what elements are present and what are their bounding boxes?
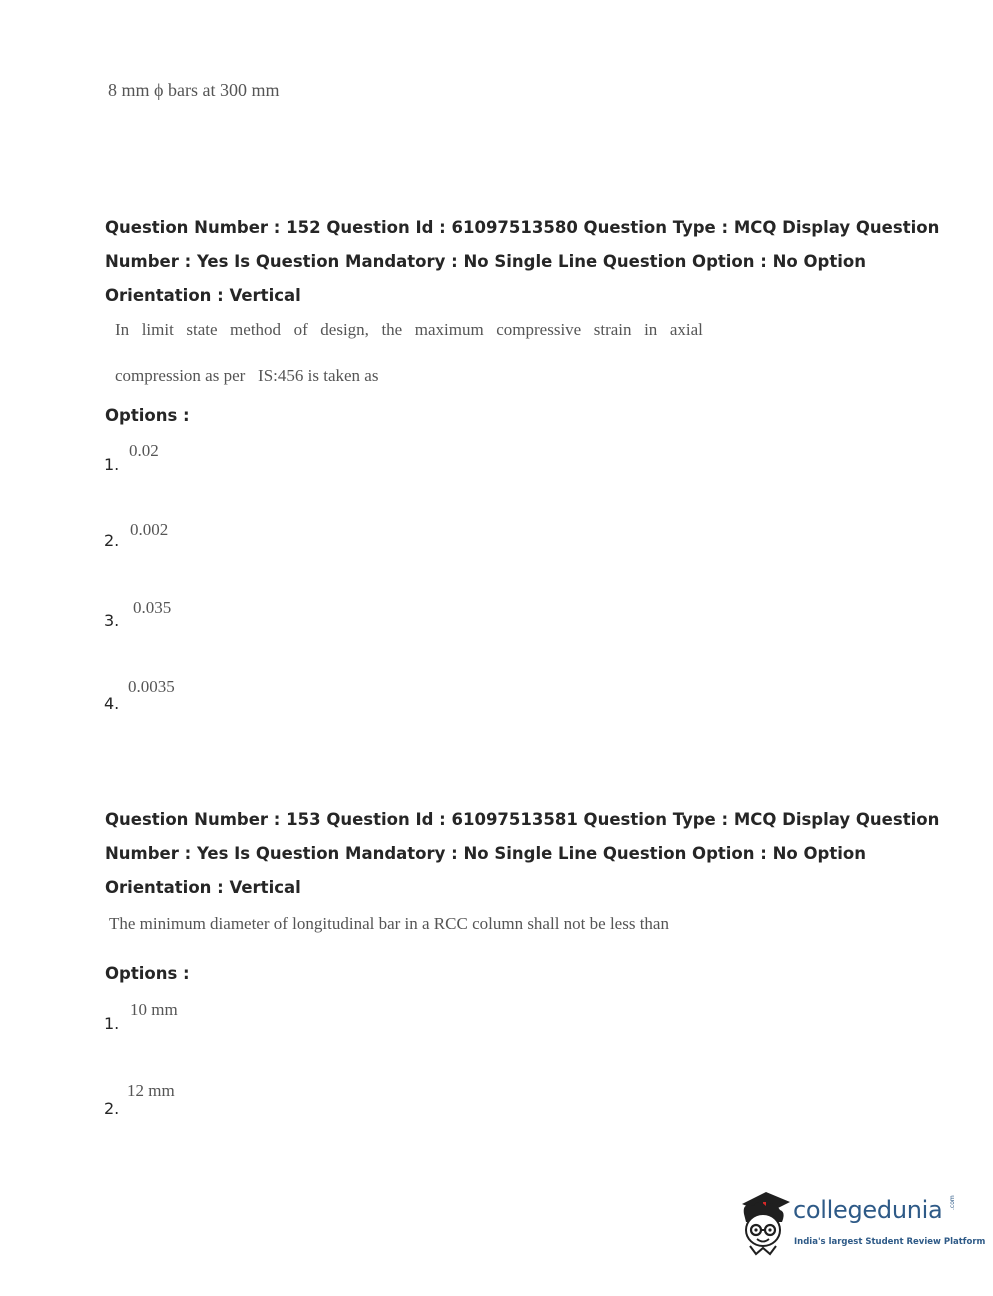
logo-wordmark: collegedunia — [793, 1196, 943, 1224]
option-value: 12 mm — [127, 1081, 175, 1100]
word: the — [381, 320, 403, 339]
word: In — [115, 320, 130, 339]
previous-question-fragment: 8 mm ϕ bars at 300 mm — [108, 80, 280, 100]
option-number: 1. — [104, 455, 120, 474]
question-152-text-line-2: compression as per IS:456 is taken as — [115, 366, 379, 385]
option-value: 0.002 — [130, 520, 169, 539]
word: method — [230, 320, 282, 339]
word: in — [644, 320, 658, 339]
option-value: 0.0035 — [128, 677, 175, 696]
option-number: 4. — [104, 694, 120, 713]
option-value: 0.02 — [129, 441, 159, 460]
question-152-metadata — [105, 211, 940, 313]
option-number: 2. — [104, 1099, 120, 1118]
question-meta-line: Number : Yes Is Question Mandatory : No Single Line Question Option : No Option — [105, 252, 866, 271]
word: design, — [320, 320, 369, 339]
word: axial — [669, 320, 703, 339]
question-153-metadata — [105, 803, 940, 905]
question-meta-line: Orientation : Vertical — [105, 878, 301, 897]
question-153-options-label: Options : — [105, 964, 190, 983]
option-value: 10 mm — [130, 1000, 178, 1019]
question-meta-line: Orientation : Vertical — [105, 286, 301, 305]
question-meta-line: Number : Yes Is Question Mandatory : No Single Line Question Option : No Option — [105, 844, 866, 863]
word: state — [186, 320, 218, 339]
question-153-text: The minimum diameter of longitudinal bar in a RCC column shall not be less than — [109, 914, 669, 933]
option-number: 1. — [104, 1014, 120, 1033]
collegedunia-logo[interactable] — [736, 1188, 986, 1260]
question-meta-line: Question Number : 152 Question Id : 61097513580 Question Type : MCQ Display Question — [105, 218, 940, 237]
option-number: 2. — [104, 531, 120, 550]
question-meta-line: Question Number : 153 Question Id : 61097513581 Question Type : MCQ Display Question — [105, 810, 940, 829]
question-152-options-label: Options : — [105, 406, 190, 425]
word: limit — [141, 320, 174, 339]
word: strain — [593, 320, 632, 339]
option-number: 3. — [104, 611, 120, 630]
word: maximum — [414, 320, 484, 339]
logo-domain-suffix: .com — [949, 1195, 956, 1210]
question-152-text-line-1 — [115, 320, 703, 340]
word: compressive — [496, 320, 582, 339]
student-mascot-icon — [736, 1188, 794, 1258]
word: of — [293, 320, 308, 339]
option-value: 0.035 — [133, 598, 172, 617]
logo-tagline: India's largest Student Review Platform — [794, 1237, 986, 1247]
